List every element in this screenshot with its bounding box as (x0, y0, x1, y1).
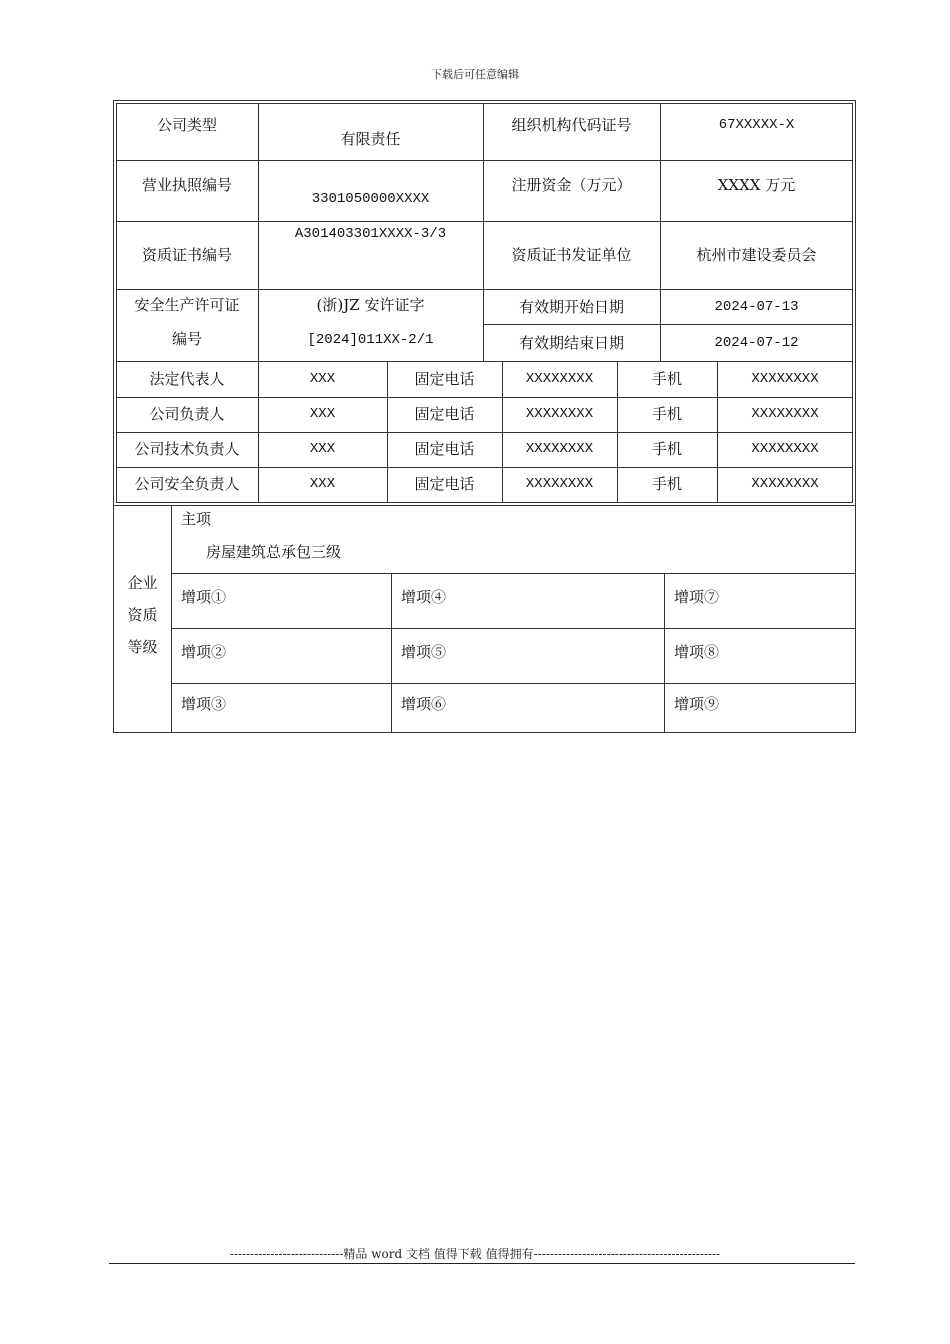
contact-mobile-label: 手机 (651, 475, 682, 494)
contact-name: XXX (309, 406, 336, 423)
contact-phone-label: 固定电话 (414, 405, 475, 424)
cert-issuer-label: 资质证书发证单位 (511, 246, 632, 265)
registered-capital-value: XXXX 万元 (717, 176, 796, 195)
business-license-label: 营业执照编号 (141, 176, 232, 195)
registered-capital-label: 注册资金（万元） (511, 176, 632, 195)
safety-license-label-2: 编号 (171, 329, 202, 348)
contact-name: XXX (309, 371, 336, 388)
safety-license-label: 安全生产许可证 (134, 295, 240, 314)
org-code-value: 67XXXXX-X (718, 117, 795, 134)
contact-mobile: XXXXXXXX (751, 406, 819, 423)
contact-role: 公司负责人 (149, 405, 225, 424)
company-type-label: 公司类型 (156, 116, 217, 135)
add-item: 增项⑤ (401, 642, 447, 661)
contact-phone: XXXXXXXX (525, 406, 594, 423)
valid-start-value: 2024-07-13 (714, 298, 799, 315)
add-item: 增项⑨ (674, 694, 720, 713)
footer-rule (109, 1263, 855, 1264)
cert-issuer-value: 杭州市建设委员会 (696, 246, 817, 265)
add-item: 增项⑥ (401, 694, 447, 713)
main-item-label: 主项 (181, 509, 212, 528)
row-divider (116, 160, 853, 161)
contact-phone-label: 固定电话 (414, 475, 475, 494)
cert-number-label: 资质证书编号 (141, 246, 232, 265)
contact-phone-label: 固定电话 (414, 370, 475, 389)
add-item: 增项② (181, 642, 227, 661)
contact-role: 法定代表人 (149, 370, 225, 389)
contact-mobile-label: 手机 (651, 440, 682, 459)
cert-number-value: A301403301XXXX-3/3 (294, 225, 447, 242)
qualification-label: 企业 (127, 573, 158, 592)
safety-license-value-2: [2024]011XX-2/1 (307, 331, 434, 348)
page-footer: ----------------------------精品 word 文档 值得下载 值得拥有---------------------------------------------- (229, 1247, 721, 1261)
add-item: 增项⑧ (674, 642, 720, 661)
contact-phone: XXXXXXXX (525, 371, 594, 388)
contact-mobile-label: 手机 (651, 405, 682, 424)
company-type-value: 有限责任 (340, 129, 401, 148)
contact-mobile: XXXXXXXX (751, 371, 819, 388)
contact-mobile: XXXXXXXX (751, 441, 819, 458)
org-code-label: 组织机构代码证号 (511, 116, 632, 135)
add-item: 增项④ (401, 587, 447, 606)
add-item: 增项③ (181, 694, 227, 713)
page-header-note: 下载后可任意编辑 (431, 68, 519, 81)
contact-phone: XXXXXXXX (525, 441, 594, 458)
section-divider (116, 502, 853, 503)
business-license-value: 3301050000XXXX (311, 191, 430, 208)
contact-phone: XXXXXXXX (525, 476, 594, 493)
qualification-label-2: 资质 (127, 605, 158, 624)
contact-name: XXX (309, 441, 336, 458)
contact-mobile-label: 手机 (651, 370, 682, 389)
contact-role: 公司安全负责人 (134, 475, 240, 494)
qualification-label-3: 等级 (127, 637, 158, 656)
contact-mobile: XXXXXXXX (751, 476, 819, 493)
add-item: 增项⑦ (674, 587, 720, 606)
contact-phone-label: 固定电话 (414, 440, 475, 459)
add-item: 增项① (181, 587, 227, 606)
safety-license-value: (浙)JZ 安许证字 (316, 295, 425, 314)
main-item-value: 房屋建筑总承包三级 (206, 542, 342, 561)
contact-name: XXX (309, 476, 336, 493)
valid-start-label: 有效期开始日期 (518, 297, 624, 316)
valid-end-value: 2024-07-12 (714, 334, 799, 351)
valid-end-label: 有效期结束日期 (518, 333, 624, 352)
contact-role: 公司技术负责人 (134, 440, 240, 459)
